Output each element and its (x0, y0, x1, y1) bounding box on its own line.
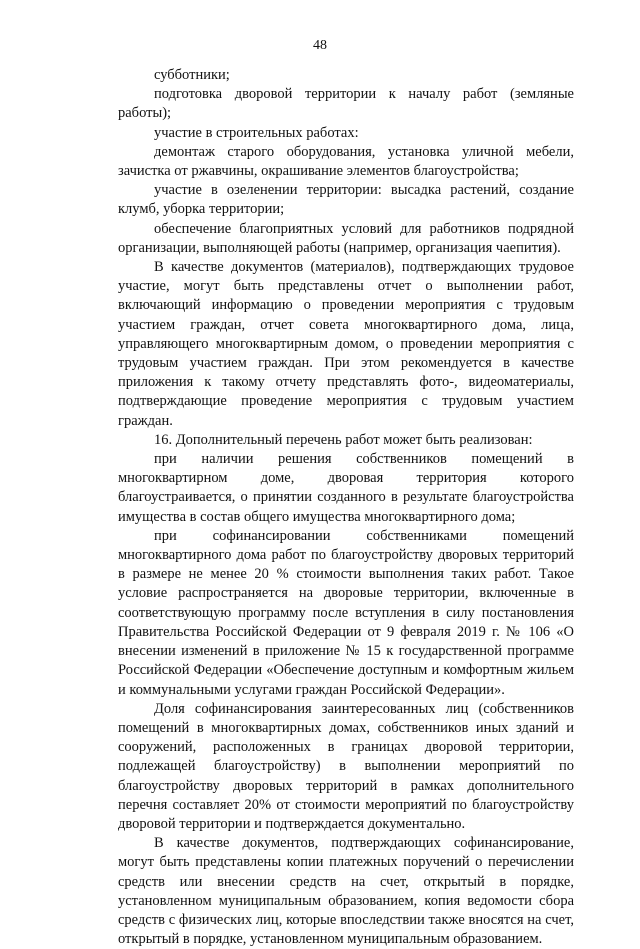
paragraph-4: демонтаж старого оборудования, установка уличной мебели, зачистка от ржавчины, окрашивание элементов благоустройства; (118, 143, 574, 180)
paragraph-3: участие в строительных работах: (154, 124, 359, 141)
paragraph-8: 16. Дополнительный перечень работ может быть реализован: (154, 431, 533, 448)
paragraph-5: участие в озеленении территории: высадка растений, создание клумб, уборка территории; (118, 182, 574, 218)
paragraph-11: Доля софинансирования заинтересованных лиц (собственников помещений в многоквартирных домах, собственников иных зданий и сооружений, расположенных в границах дворовой территории, подлежащей благоустройству) в выполнении мероприятий по благоустройству дворовых территорий в рамках дополнительного перечня составляет 20% от стоимости мероприятий по благоустройству дворовой территории и подтверждается документально. (118, 700, 574, 832)
paragraph-12: В качестве документов, подтверждающих софинансирование, могут быть представлены копии платежных поручений о перечислении средств или внесении средств на счет, открытый в порядке, установленном муниципальным образованием, копия ведомости сбора средств с физических лиц, которые впоследствии также вносятся на счет, открытый в порядке, установленном муниципальным образованием. (118, 835, 574, 948)
paragraph-6: обеспечение благоприятных условий для работников подрядной организации, выполняющей работы (например, организация чаепития). (118, 220, 574, 256)
paragraph-1: субботники; (154, 67, 230, 83)
paragraph-2: подготовка дворовой территории к началу работ (земляные работы); (118, 86, 574, 122)
page-number: 48 (313, 38, 327, 53)
paragraph-10: при софинансировании собственниками помещений многоквартирного дома работ по благоустройству дворовых территорий в размере не менее 20 % стоимости выполнения таких работ. Такое условие распространяется на дворовые территории, включенные в соответствующую программу после вступления в силу постановления Правительства Российской Федерации от 9 февраля 2019 г. № 106 «О внесении изменений в приложение № 15 к государственной программе Российской Федерации «Обеспечение доступным и комфортным жильем и коммунальными услугами граждан Российской Федерации». (118, 527, 574, 698)
document-body (118, 66, 574, 949)
paragraph-7: В качестве документов (материалов), подтверждающих трудовое участие, могут быть представлены отчет о выполнении работ, включающий информацию о проведении мероприятия с трудовым участием граждан, отчет совета многоквартирного дома, лица, управляющего многоквартирным домом, о проведении мероприятия с трудовым участием граждан. При этом рекомендуется в качестве приложения к такому отчету представлять фото-, видеоматериалы, подтверждающие проведение мероприятия с трудовым участием граждан. (118, 259, 574, 429)
paragraph-9: при наличии решения собственников помещений в многоквартирном доме, дворовая территория которого благоустраивается, о принятии созданного в результате благоустройства имущества в состав общего имущества многоквартирного дома; (118, 451, 574, 525)
